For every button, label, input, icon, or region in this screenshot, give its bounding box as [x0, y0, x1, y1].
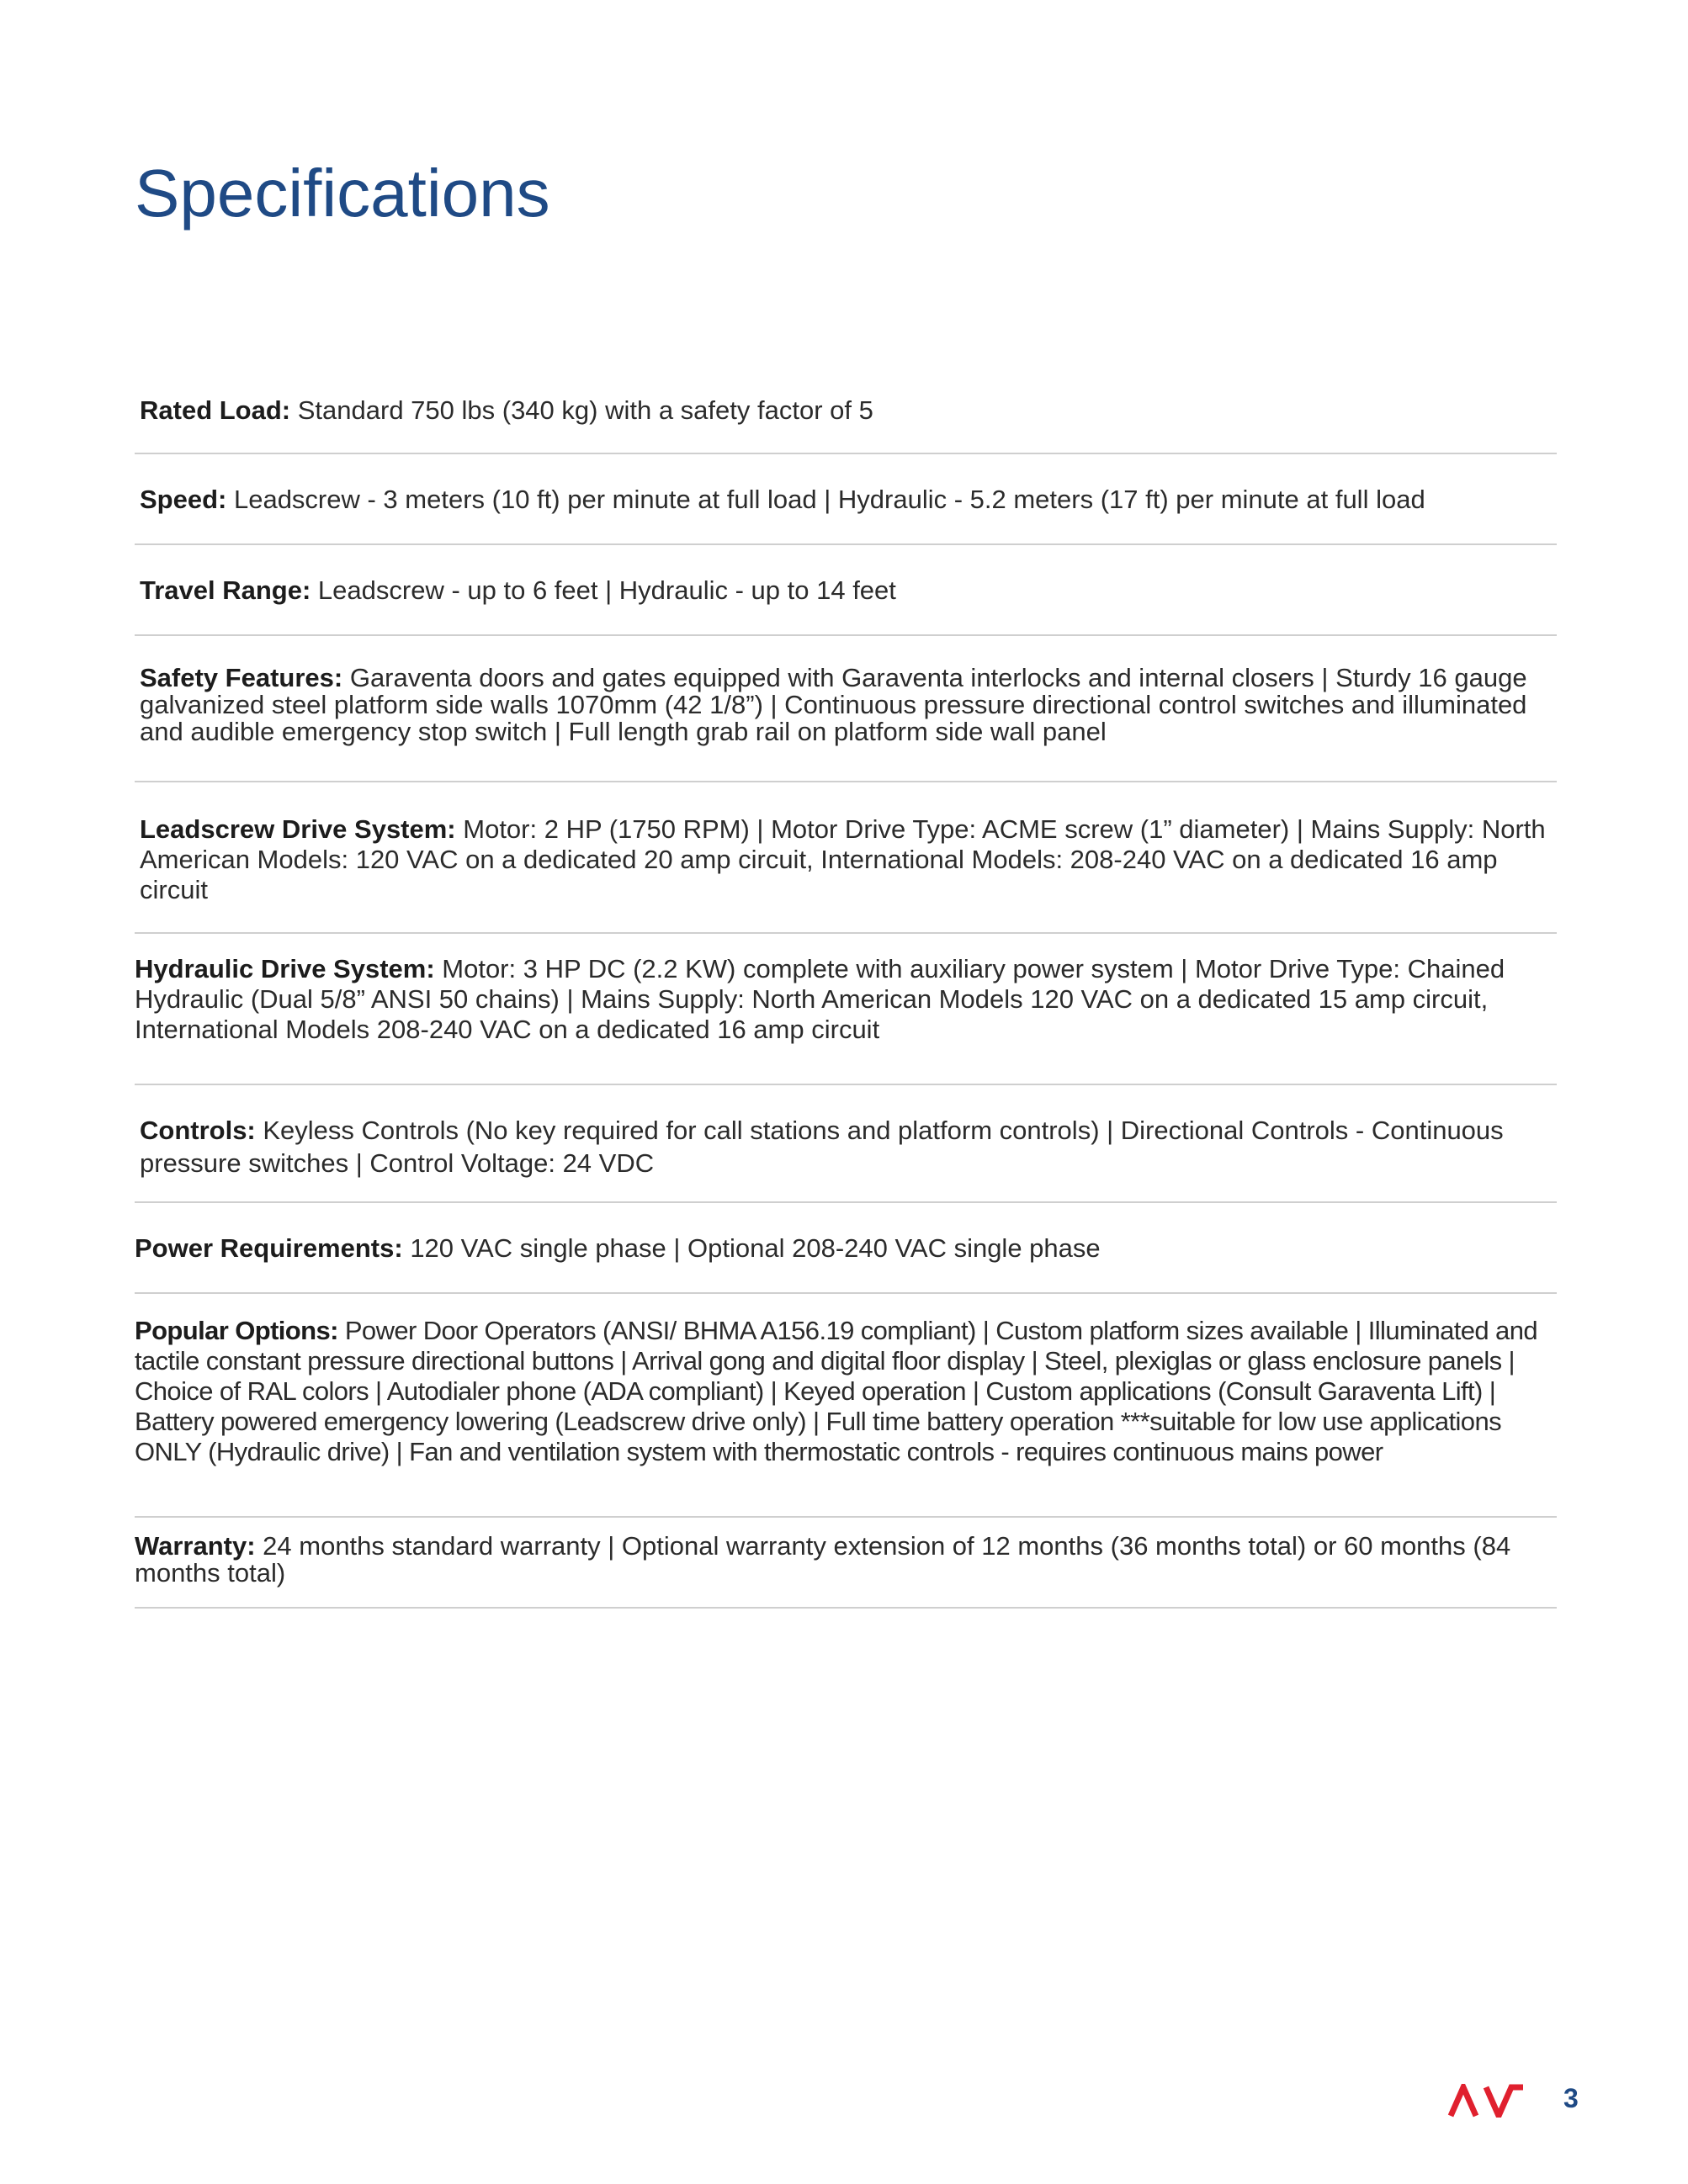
spec-text	[135, 1233, 1557, 1264]
spec-value: Leadscrew - up to 6 feet | Hydraulic - up to 14 feet	[311, 575, 896, 605]
spec-label: Controls:	[140, 1116, 256, 1145]
spec-label: Leadscrew Drive System:	[140, 814, 456, 844]
spec-row-rated-load	[135, 370, 1557, 454]
spec-row-travel-range	[135, 545, 1557, 636]
spec-row-controls	[135, 1085, 1557, 1203]
spec-row-safety-features	[135, 636, 1557, 782]
spec-text	[135, 1533, 1557, 1587]
spec-label: Popular Options:	[135, 1316, 338, 1345]
spec-value: Power Door Operators (ANSI/ BHMA A156.19 compliant) | Custom platform sizes available | Illuminated and tactile constant pressure directional buttons | Arrival gong and digital floor display | Steel, plexiglas or glass enclosure panels | Choice of RAL colors | Autodialer phone (ADA compliant) | Keyed operation | Custom applications (Consult Garaventa Lift) | Battery powered emergency lowering (Leadscrew drive only) | Full time battery operation ***suitable for low use applications ONLY (Hydraulic drive) | Fan and ventilation system with thermostatic controls - requires continuous mains power	[135, 1316, 1537, 1466]
spec-row-warranty	[135, 1518, 1557, 1609]
av-logo-icon	[1447, 2084, 1528, 2118]
spec-text	[140, 1114, 1557, 1179]
spec-row-leadscrew-drive	[135, 782, 1557, 934]
spec-label: Rated Load:	[140, 395, 291, 425]
spec-value: Motor: 2 HP (1750 RPM) | Motor Drive Type: ACME screw (1” diameter) | Mains Supply: North American Models: 120 VAC on a dedicated 20 amp circuit, International Models: 208-240 VAC on a dedicated 16 amp circuit	[140, 814, 1546, 904]
spec-text	[140, 575, 1557, 606]
spec-text	[140, 485, 1557, 515]
spec-row-hydraulic-drive	[135, 934, 1557, 1085]
spec-text	[135, 954, 1557, 1045]
page-number: 3	[1563, 2083, 1579, 2113]
spec-text	[140, 814, 1557, 905]
spec-value: Leadscrew - 3 meters (10 ft) per minute at full load | Hydraulic - 5.2 meters (17 ft) per minute at full load	[226, 485, 1425, 514]
spec-text	[140, 665, 1557, 745]
spec-text	[140, 395, 1557, 426]
spec-text	[135, 1316, 1557, 1467]
spec-row-speed	[135, 454, 1557, 545]
spec-label: Speed:	[140, 485, 227, 514]
spec-value: Keyless Controls (No key required for call stations and platform controls) | Directional Controls - Continuous pressure switches | Control Voltage: 24 VDC	[140, 1116, 1504, 1178]
spec-value: Standard 750 lbs (340 kg) with a safety factor of 5	[290, 395, 873, 425]
spec-value: Garaventa doors and gates equipped with Garaventa interlocks and internal closers | Sturdy 16 gauge galvanized steel platform side walls 1070mm (42 1/8”) | Continuous pressure directional control switches and illuminated and audible emergency stop switch | Full length grab rail on platform side wall panel	[140, 663, 1527, 746]
spec-value: Motor: 3 HP DC (2.2 KW) complete with auxiliary power system | Motor Drive Type: Chained Hydraulic (Dual 5/8” ANSI 50 chains) | Mains Supply: North American Models 120 VAC on a dedicated 15 amp circuit, International Models 208-240 VAC on a dedicated 16 amp circuit	[135, 954, 1505, 1044]
spec-row-power-requirements	[135, 1203, 1557, 1294]
spec-value: 120 VAC single phase | Optional 208-240 VAC single phase	[402, 1233, 1101, 1263]
spec-label: Hydraulic Drive System:	[135, 954, 435, 983]
page-title: Specifications	[135, 156, 550, 231]
spec-value: 24 months standard warranty | Optional warranty extension of 12 months (36 months total) or 60 months (84 months total)	[135, 1531, 1511, 1588]
spec-label: Warranty:	[135, 1531, 256, 1561]
spec-row-popular-options	[135, 1294, 1557, 1518]
spec-label: Safety Features:	[140, 663, 343, 692]
spec-label: Power Requirements:	[135, 1233, 403, 1263]
spec-label: Travel Range:	[140, 575, 311, 605]
